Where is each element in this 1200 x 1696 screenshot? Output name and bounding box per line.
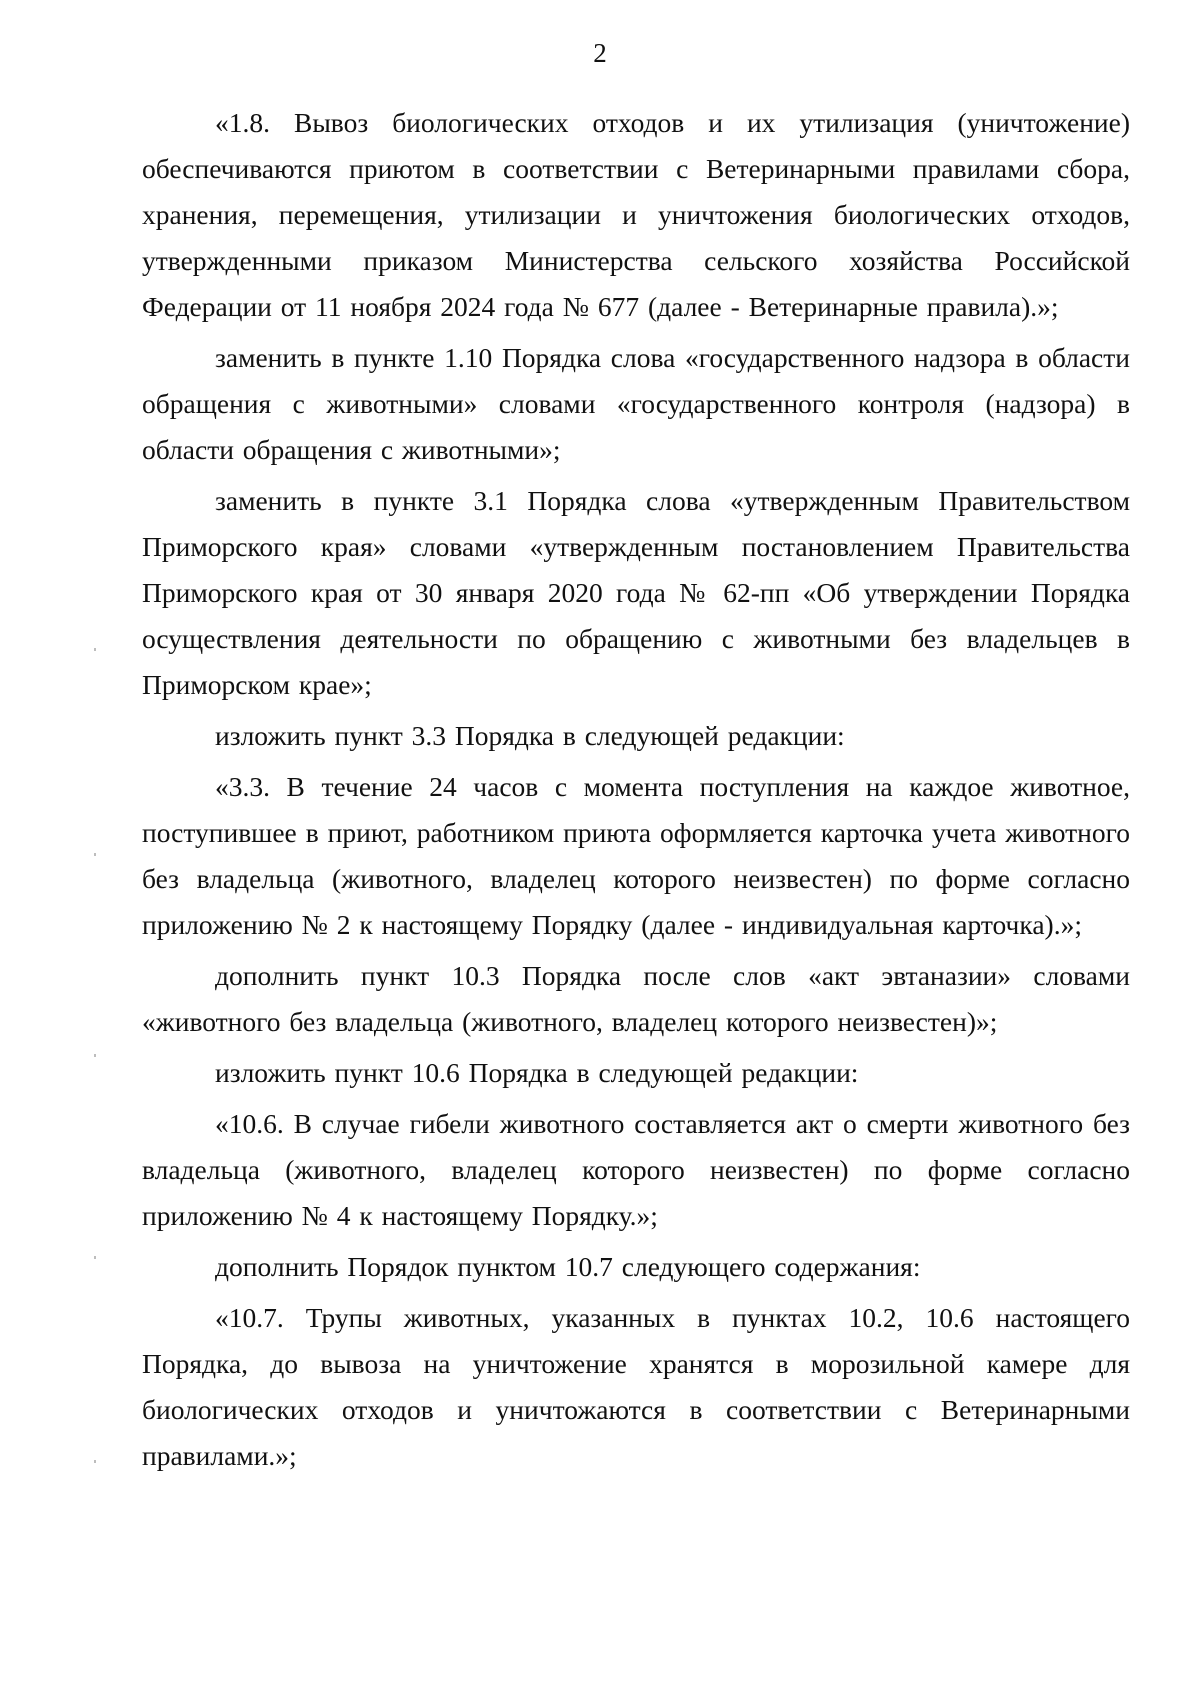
paragraph-replace-1-10: заменить в пункте 1.10 Порядка слова «государственного надзора в области обращения с животными» словами «государственного контроля (надзора) в области обращения с животными»; bbox=[142, 342, 1130, 465]
paragraph-restate-3-3: изложить пункт 3.3 Порядка в следующей редакции: bbox=[215, 720, 845, 751]
scan-speck bbox=[94, 1460, 96, 1463]
scan-speck bbox=[94, 853, 96, 856]
paragraph-restate-10-6: изложить пункт 10.6 Порядка в следующей редакции: bbox=[215, 1057, 859, 1088]
page-number: 2 bbox=[593, 38, 607, 68]
scan-speck bbox=[94, 1054, 96, 1057]
document-body bbox=[142, 100, 1130, 1484]
paragraph-supplement-10-3: дополнить пункт 10.3 Порядка после слов «акт эвтаназии» словами «животного без владельца (животного, владелец которого неизвестен)»; bbox=[142, 960, 1130, 1037]
paragraph-10-7-text: «10.7. Трупы животных, указанных в пунктах 10.2, 10.6 настоящего Порядка, до вывоза на уничтожение хранятся в морозильной камере для биологических отходов и уничтожаются в соответствии с Ветеринарными правилами.»; bbox=[142, 1302, 1130, 1471]
paragraph-3-3-text: «3.3. В течение 24 часов с момента поступления на каждое животное, поступившее в приют, работником приюта оформляется карточка учета животного без владельца (животного, владелец которого неизвестен) по форме согласно приложению № 2 к настоящему Порядку (далее - индивидуальная карточка).»; bbox=[142, 771, 1130, 940]
scan-speck bbox=[94, 648, 96, 651]
paragraph-1-8: «1.8. Вывоз биологических отходов и их утилизация (уничтожение) обеспечиваются приютом в соответствии с Ветеринарными правилами сбора, хранения, перемещения, утилизации и уничтожения биологических отходов, утвержденными приказом Министерства сельского хозяйства Российской Федерации от 11 ноября 2024 года № 677 (далее - Ветеринарные правила).»; bbox=[142, 107, 1130, 322]
paragraph-replace-3-1: заменить в пункте 3.1 Порядка слова «утвержденным Правительством Приморского края» словами «утвержденным постановлением Правительства Приморского края от 30 января 2020 года № 62-пп «Об утверждении Порядка осуществления деятельности по обращению с животными без владельцев в Приморском крае»; bbox=[142, 485, 1130, 700]
paragraph-supplement-10-7: дополнить Порядок пунктом 10.7 следующего содержания: bbox=[215, 1251, 921, 1282]
scan-speck bbox=[94, 1256, 96, 1259]
paragraph-10-6-text: «10.6. В случае гибели животного составляется акт о смерти животного без владельца (животного, владелец которого неизвестен) по форме согласно приложению № 4 к настоящему Порядку.»; bbox=[142, 1108, 1130, 1231]
